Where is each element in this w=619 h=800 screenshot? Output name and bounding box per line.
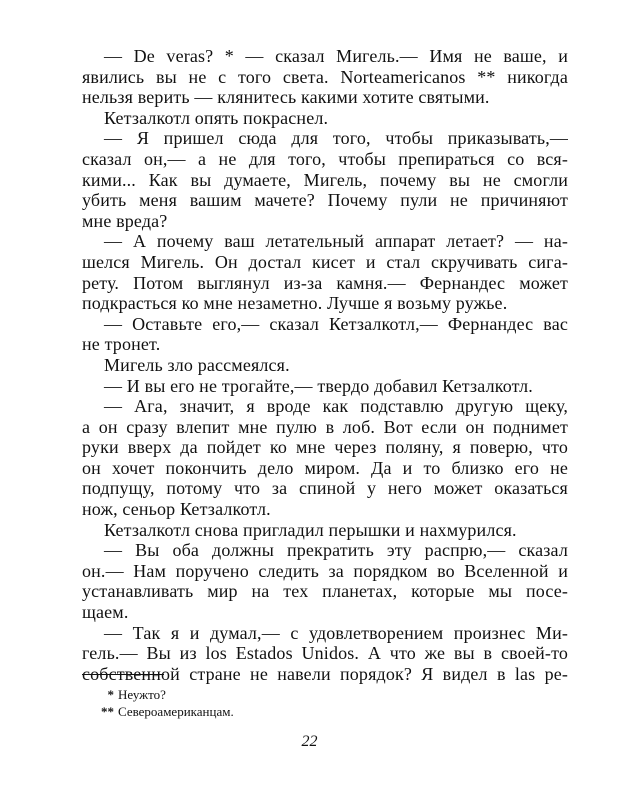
text-line: — А почему ваш летательный аппарат летает? — на- (104, 231, 568, 252)
text-line: — И вы его не трогайте,— твердо добавил Кетзалкотл. (104, 375, 533, 396)
footnote-mark: * (107, 687, 114, 702)
page-body (82, 46, 568, 684)
text-line: убить меня вашим мачете? Почему пули не причиняют (82, 190, 568, 211)
text-line: а он сразу влепит мне пулю в лоб. Вот если он поднимет (82, 416, 568, 437)
text-line: рету. Потом выглянул из-за камня.— Фернандес может (82, 272, 568, 293)
page-number: 22 (301, 733, 318, 750)
text-line: шелся Мигель. Он достал кисет и стал скручивать сига- (82, 251, 568, 272)
text-line: Мигель зло рассмеялся. (104, 354, 290, 375)
text-line: собственной стране не навели порядок? Я видел в las ре- (82, 663, 568, 684)
footnote (100, 703, 400, 720)
text-line: кими... Как вы думаете, Мигель, почему вы не смогли (82, 169, 568, 190)
footnote-text: Североамериканцам. (118, 704, 234, 719)
text-line: устанавливать мир на тех планетах, которые мы посе- (82, 581, 568, 602)
text-line: нож, сеньор Кетзалкотл. (82, 499, 271, 520)
text-line: подпущу, потому что за спиной у него может оказаться (82, 478, 568, 499)
text-line: — Я пришел сюда для того, чтобы приказывать,— (104, 128, 568, 149)
text-line: — Вы оба должны прекратить эту распрю,— сказал (104, 540, 568, 561)
text-line: не тронет. (82, 334, 161, 355)
text-line: — De veras? * — сказал Мигель.— Имя не ваше, и (104, 46, 568, 66)
text-line: — Ага, значит, я вроде как подставлю другую щеку, (104, 396, 568, 417)
text-line: нельзя верить — клянитесь какими хотите святыми. (82, 87, 490, 108)
text-line: подкрасться ко мне незаметно. Лучше я возьму ружье. (82, 293, 508, 314)
footnote-divider (82, 674, 164, 675)
text-line: он.— Нам поручено следить за порядком во Вселенной и (82, 560, 568, 581)
footnote-text: Неужто? (118, 687, 166, 702)
text-line: гель.— Вы из los Estados Unidos. А что же вы в своей-то (82, 643, 568, 664)
text-line: он хочет покончить дело миром. Да и то близко его не (82, 457, 568, 478)
text-line: щаем. (82, 602, 129, 623)
text-line: Кетзалкотл снова пригладил перышки и нахмурился. (104, 519, 517, 540)
footnote (100, 686, 400, 703)
text-line: Кетзалкотл опять покраснел. (104, 107, 329, 128)
footnotes (100, 686, 400, 720)
footnote-mark: ** (101, 704, 114, 719)
text-line: явились вы не с того света. Norteamericanos ** никогда (82, 66, 568, 87)
text-line: мне вреда? (82, 210, 168, 231)
text-line: сказал он,— а не для того, чтобы препираться со вся- (82, 148, 568, 169)
text-line: руки вверх да пойдет ко мне через поляну, я поверю, что (82, 437, 568, 458)
text-line: — Так я и думал,— с удовлетворением произнес Ми- (104, 622, 568, 643)
text-line: — Оставьте его,— сказал Кетзалкотл,— Фернандес вас (104, 313, 568, 334)
